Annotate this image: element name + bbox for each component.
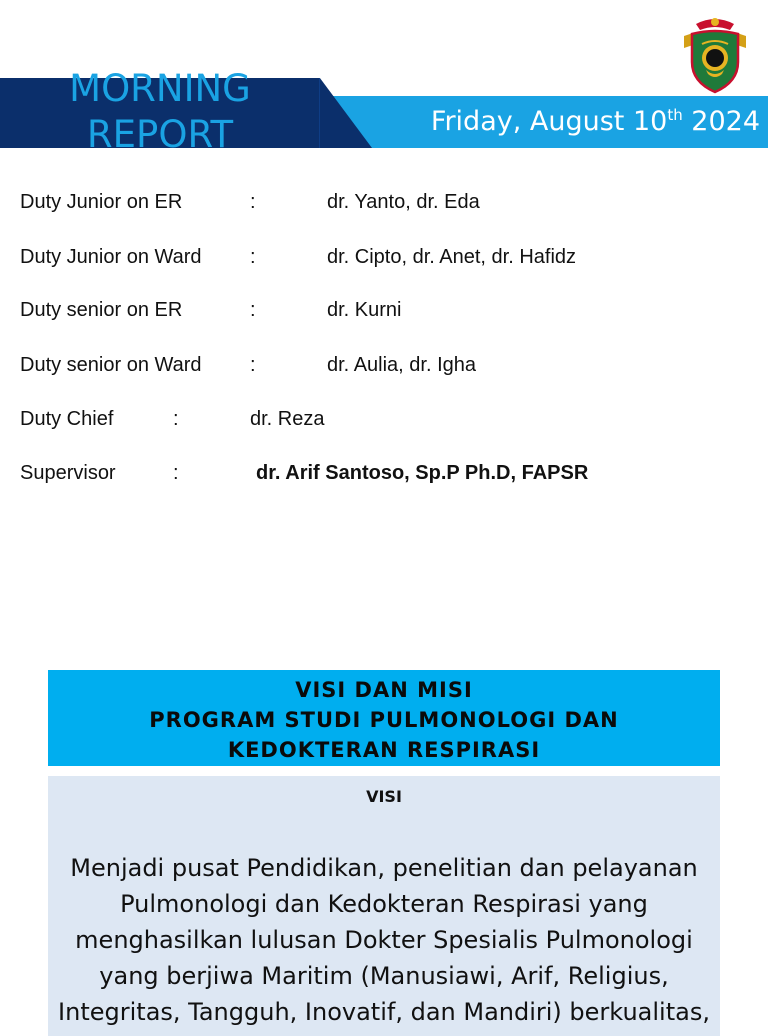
visi-misi-heading [48, 670, 720, 766]
visi-panel [48, 776, 720, 1036]
duty-value: dr. Kurni [327, 299, 402, 321]
duty-separator: : [250, 246, 256, 268]
duty-value: dr. Yanto, dr. Eda [327, 191, 480, 213]
visi-label: VISI [366, 787, 402, 806]
duty-value: dr. Reza [250, 408, 325, 430]
university-crest-icon [682, 14, 748, 96]
duty-separator: : [250, 299, 256, 321]
duty-label: Duty Junior on Ward [20, 246, 202, 268]
banner-divider [319, 78, 320, 148]
duty-label: Duty Chief [20, 408, 114, 430]
duty-value: dr. Arif Santoso, Sp.P Ph.D, FAPSR [256, 462, 589, 484]
page-title [40, 66, 280, 158]
date-year: 2024 [682, 106, 760, 137]
date-prefix: Friday, August 10 [430, 106, 668, 137]
duty-value: dr. Aulia, dr. Igha [327, 354, 476, 376]
duty-separator: : [250, 191, 256, 213]
visi-text: Menjadi pusat Pendidikan, penelitian dan pelayanan Pulmonologi dan Kedokteran Respirasi yang menghasilkan lulusan Dokter Spesialis Pulmonologi yang berjiwa Maritim (Manusiawi, Arif, Religius, Integritas, Tangguh, Inovatif, dan Mandiri) berkualitas, [58, 854, 710, 1026]
heading-line-1: VISI DAN MISI [295, 678, 473, 702]
duty-separator: : [173, 408, 179, 430]
title-line-1: MORNING [69, 67, 251, 110]
heading-line-2: PROGRAM STUDI PULMONOLOGI DAN [149, 708, 619, 732]
duty-separator: : [250, 354, 256, 376]
duty-label: Duty Junior on ER [20, 191, 183, 213]
report-date [431, 106, 760, 137]
duty-label: Duty senior on Ward [20, 354, 202, 376]
duty-separator: : [173, 462, 179, 484]
duty-label: Supervisor [20, 462, 116, 484]
duty-label: Duty senior on ER [20, 299, 183, 321]
heading-line-3: KEDOKTERAN RESPIRASI [227, 738, 541, 762]
title-line-2: REPORT [86, 113, 234, 156]
duty-value: dr. Cipto, dr. Anet, dr. Hafidz [327, 246, 577, 268]
date-ordinal-suffix: th [667, 106, 683, 124]
